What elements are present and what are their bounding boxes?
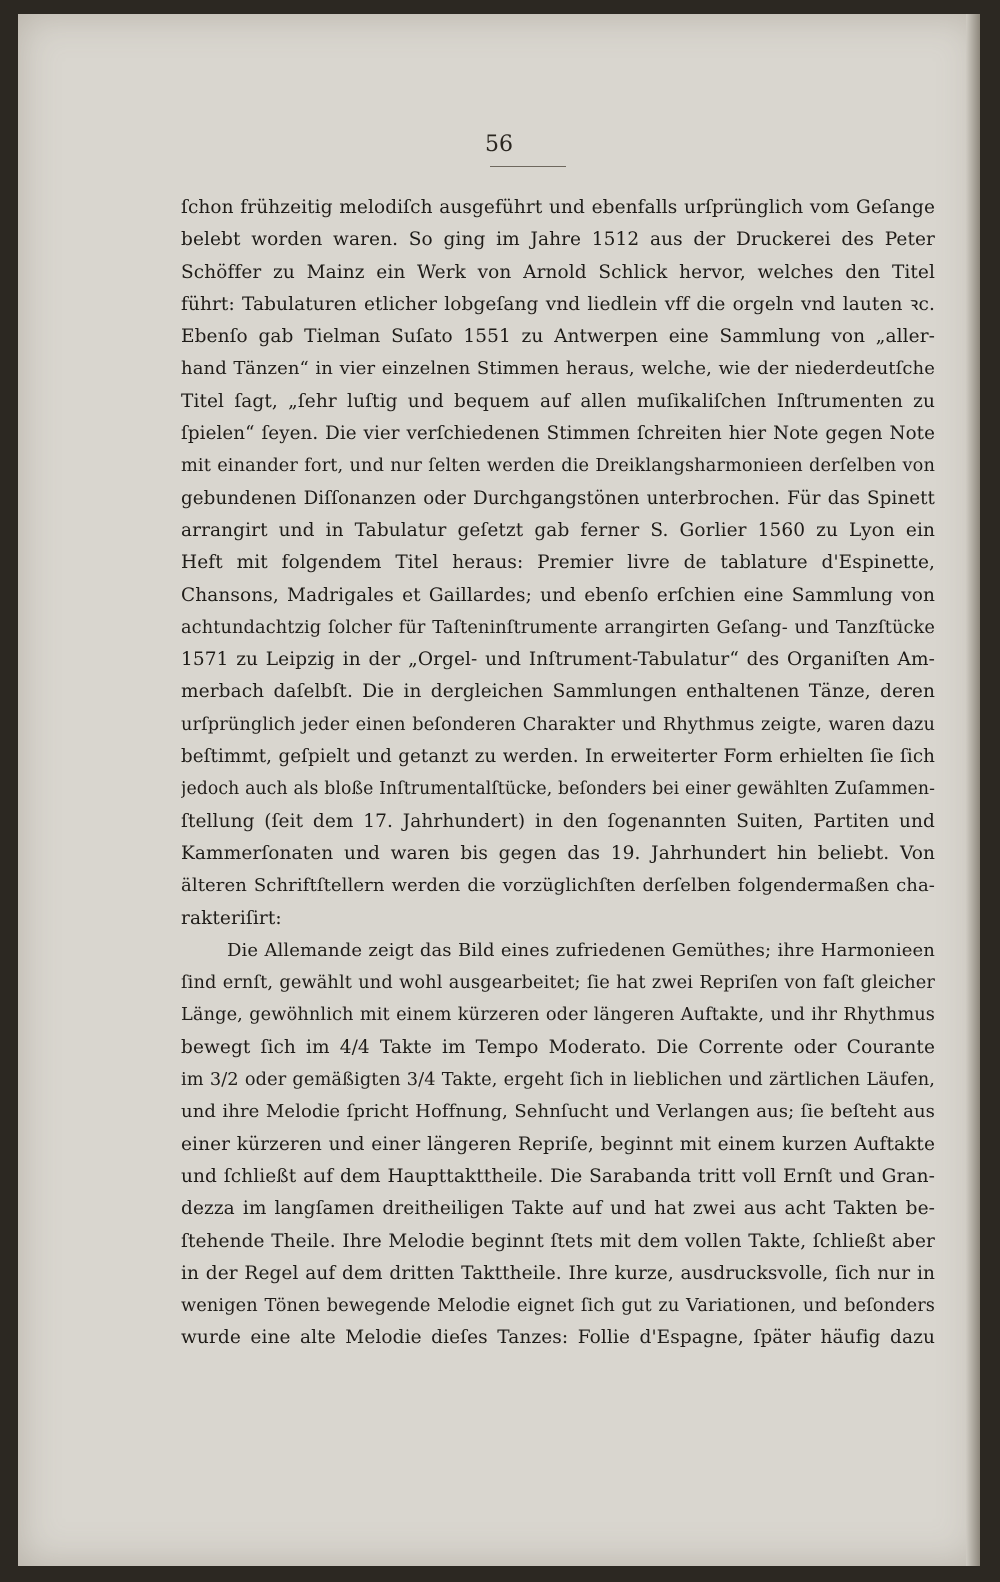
text-line: merbach daſelbſt. Die in dergleichen Sammlungen enthaltenen Tänze, deren <box>181 681 935 703</box>
text-line: in der Regel auf dem dritten Takttheile. Ihre kurze, ausdrucksvolle, ſich nur in <box>181 1262 935 1284</box>
text-line: einer kürzeren und einer längeren Repriſe, beginnt mit einem kurzen Auftakte <box>181 1133 935 1155</box>
text-line: Chansons, Madrigales et Gaillardes; und ebenſo erſchien eine Sammlung von <box>181 584 935 606</box>
text-line: ſchon frühzeitig melodiſch ausgeführt und ebenfalls urſprünglich vom Geſange <box>181 197 935 218</box>
text-line: Kammerſonaten und waren bis gegen das 19. Jahrhundert hin beliebt. Von <box>181 842 935 864</box>
page-number: 56 <box>485 132 513 157</box>
text-line: älteren Schriftſtellern werden die vorzüglichſten derſelben folgendermaßen cha- <box>181 875 935 897</box>
text-line: führt: Tabulaturen etlicher lobgeſang vnd liedlein vff die orgeln vnd lauten ꝛc. <box>181 293 935 315</box>
text-line: rakteriſirt: <box>181 907 282 929</box>
text-line: hand Tänzen“ in vier einzelnen Stimmen heraus, welche, wie der niederdeutſche <box>181 358 935 380</box>
text-line: dezza im langſamen dreitheiligen Takte auf und hat zwei aus acht Takten be- <box>181 1198 935 1220</box>
book-page <box>18 14 980 1566</box>
text-line: beſtimmt, geſpielt und getanzt zu werden. In erweiterter Form erhielten ſie ſich <box>181 746 935 768</box>
text-line: 1571 zu Leipzig in der „Orgel- und Inſtrument-Tabulatur“ des Organiſten Am- <box>181 649 935 671</box>
text-line: wenigen Tönen bewegende Melodie eignet ſich gut zu Variationen, und beſonders <box>181 1296 935 1317</box>
text-line: Heft mit folgendem Titel heraus: Premier livre de tablature d'Espinette, <box>181 552 935 574</box>
text-line: ſtehende Theile. Ihre Melodie beginnt ſtets mit dem vollen Takte, ſchließt aber <box>181 1230 935 1252</box>
text-line: urſprünglich jeder einen beſonderen Charakter und Rhythmus zeigte, waren dazu <box>181 714 935 735</box>
text-line: bewegt ſich im 4/4 Takte im Tempo Moderato. Die Corrente oder Courante <box>181 1036 935 1058</box>
text-line: jedoch auch als bloße Inſtrumentalſtücke, beſonders bei einer gewählten Zuſammen- <box>181 779 935 800</box>
text-line: Die Allemande zeigt das Bild eines zufriedenen Gemüthes; ihre Harmonieen <box>227 939 935 961</box>
text-line: arrangirt und in Tabulatur geſetzt gab ferner S. Gorlier 1560 zu Lyon ein <box>181 519 935 541</box>
text-line: und ſchließt auf dem Haupttakttheile. Die Sarabanda tritt voll Ernſt und Gran- <box>181 1165 935 1187</box>
text-line: achtundachtzig ſolcher für Taſteninſtrumente arrangirten Geſang- und Tanzſtücke <box>181 617 935 638</box>
text-line: ſtellung (ſeit dem 17. Jahrhundert) in den ſogenannten Suiten, Partiten und <box>181 810 935 832</box>
text-line: Ebenſo gab Tielman Suſato 1551 zu Antwerpen eine Sammlung von „aller- <box>181 326 935 348</box>
text-line: und ihre Melodie ſpricht Hoffnung, Sehnſucht und Verlangen aus; ſie beſteht aus <box>181 1101 935 1123</box>
text-line: ſind ernſt, gewählt und wohl ausgearbeitet; ſie hat zwei Repriſen von faſt gleicher <box>181 973 935 994</box>
body-text <box>181 192 935 1355</box>
text-line: wurde eine alte Melodie dieſes Tanzes: Follie d'Espagne, ſpäter häufig dazu <box>181 1327 935 1349</box>
page-number-rule <box>490 166 566 167</box>
text-line: belebt worden waren. So ging im Jahre 1512 aus der Druckerei des Peter <box>181 229 935 251</box>
text-line: Titel ſagt, „ſehr luſtig und bequem auf allen muſikaliſchen Inſtrumenten zu <box>181 390 935 412</box>
text-line: ſpielen“ ſeyen. Die vier verſchiedenen Stimmen ſchreiten hier Note gegen Note <box>181 423 935 445</box>
text-line: Schöffer zu Mainz ein Werk von Arnold Schlick hervor, welches den Titel <box>181 261 935 283</box>
text-line: mit einander fort, und nur ſelten werden die Dreiklangsharmonieen derſelben von <box>181 456 935 477</box>
text-line: im 3/2 oder gemäßigten 3/4 Takte, ergeht ſich in lieblichen und zärtlichen Läufen, <box>181 1070 935 1091</box>
text-line: gebundenen Diſſonanzen oder Durchgangstönen unterbrochen. Für das Spinett <box>181 487 935 509</box>
text-line: Länge, gewöhnlich mit einem kürzeren oder längeren Auftakte, und ihr Rhythmus <box>181 1005 935 1026</box>
page-edge-shadow <box>966 14 980 1566</box>
